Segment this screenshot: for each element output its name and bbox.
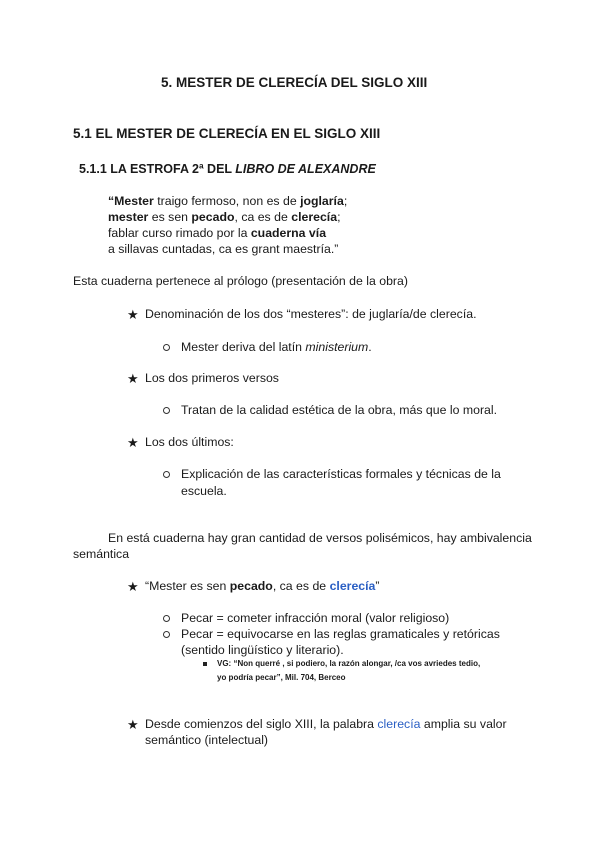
poem-text: fablar curso rimado por la [108, 226, 251, 240]
sub-list-item-continued: escuela. [181, 484, 227, 498]
page-title: 5. MESTER DE CLERECÍA DEL SIGLO XIII [161, 75, 428, 90]
poem-line-3 [108, 226, 326, 241]
list-item: Los dos primeros versos [145, 371, 279, 385]
quote-text: ” [375, 579, 380, 593]
sub-item-text: . [368, 340, 372, 354]
sub-list-item: Tratan de la calidad estética de la obra, más que lo moral. [181, 403, 498, 417]
subsection-italic-title: LIBRO DE ALEXANDRE [235, 162, 376, 176]
circle-bullet-icon [163, 407, 170, 414]
square-bullet-icon [203, 662, 207, 666]
star-bullet-icon: ★ [127, 435, 139, 450]
subsection-heading [79, 162, 376, 176]
circle-bullet-icon [163, 344, 170, 351]
poem-text: ; [343, 194, 348, 208]
sub-item-italic: ministerium [305, 340, 369, 354]
star-bullet-icon: ★ [127, 371, 139, 386]
circle-bullet-icon [163, 631, 170, 638]
poem-word-mester: “Mester [108, 194, 154, 208]
item-word-clerecia: clerecía [377, 717, 421, 731]
poem-line-4: a sillavas cuntadas, ca es grant maestría.” [108, 242, 339, 256]
poem-text: ; [337, 210, 341, 224]
example-note: VG: “Non querré , si podiero, la razón alongar, /ca vos avriedes tedio, [217, 659, 481, 668]
list-item: Los dos últimos: [145, 435, 234, 449]
example-note-continued: yo podría pecar”, Mil. 704, Berceo [217, 673, 346, 682]
paragraph-line: En está cuaderna hay gran cantidad de versos polisémicos, hay ambivalencia [108, 531, 532, 545]
list-item [145, 579, 380, 594]
poem-line-1 [108, 194, 347, 209]
list-item [145, 717, 507, 732]
poem-word-cuaderna-via: cuaderna vía [250, 226, 327, 240]
poem-word-clerecia: clerecía [291, 210, 338, 224]
quote-word-pecado: pecado [229, 579, 273, 593]
poem-word-mester: mester [108, 210, 149, 224]
poem-text: traigo fermoso, non es de [153, 194, 301, 208]
star-bullet-icon: ★ [127, 307, 139, 322]
poem-line-2 [108, 210, 340, 225]
paragraph-line: semántica [73, 547, 130, 561]
sub-list-item: Explicación de las características formales y técnicas de la [181, 467, 501, 481]
item-text: amplia su valor [420, 717, 507, 731]
poem-text: , ca es de [234, 210, 292, 224]
item-text: Desde comienzos del siglo XIII, la palabra [145, 717, 378, 731]
sub-list-item: Pecar = cometer infracción moral (valor religioso) [181, 611, 450, 625]
subsection-label: 5.1.1 LA ESTROFA 2ª DEL [79, 162, 236, 176]
list-item-continued: semántico (intelectual) [145, 733, 269, 747]
star-bullet-icon: ★ [127, 579, 139, 594]
star-bullet-icon: ★ [127, 717, 139, 732]
list-item: Denominación de los dos “mesteres”: de juglaría/de clerecía. [145, 307, 477, 321]
quote-text: “Mester es sen [145, 579, 230, 593]
quote-text: , ca es de [272, 579, 330, 593]
sub-list-item-continued: (sentido lingüístico y literario). [181, 643, 344, 657]
poem-word-joglaria: joglaría [300, 194, 344, 208]
quote-word-clerecia: clerecía [329, 579, 376, 593]
sub-list-item [181, 340, 372, 355]
poem-word-pecado: pecado [191, 210, 235, 224]
circle-bullet-icon [163, 615, 170, 622]
circle-bullet-icon [163, 471, 170, 478]
sub-item-text: Mester deriva del latín [181, 340, 306, 354]
intro-paragraph: Esta cuaderna pertenece al prólogo (presentación de la obra) [73, 274, 408, 288]
section-heading: 5.1 EL MESTER DE CLERECÍA EN EL SIGLO XIII [73, 126, 381, 141]
poem-text: es sen [148, 210, 192, 224]
sub-list-item: Pecar = equivocarse en las reglas gramaticales y retóricas [181, 627, 500, 641]
